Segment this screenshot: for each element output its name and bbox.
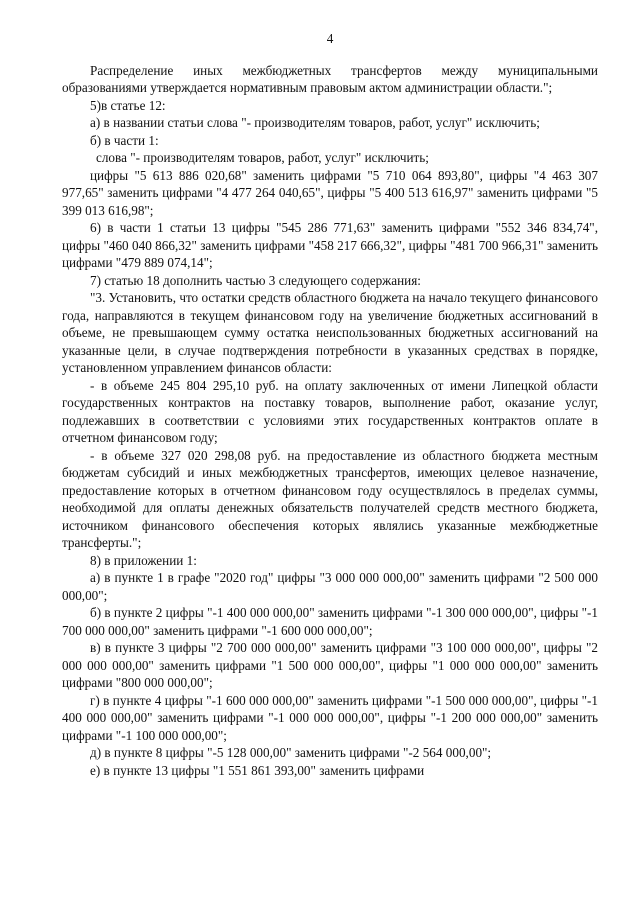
paragraph: в) в пункте 3 цифры "2 700 000 000,00" заменить цифрами "3 100 000 000,00", цифры "2 000 000 000,00" заменить цифрами "1 500 000 000,00", цифры "1 000 000 000,00" заменить цифрами "800 000 000,00"; xyxy=(62,640,598,690)
paragraph: 8) в приложении 1: xyxy=(90,552,197,568)
paragraph: а) в пункте 1 в графе "2020 год" цифры "3 000 000 000,00" заменить цифрами "2 500 000 000,00"; xyxy=(62,570,598,603)
paragraph: б) в части 1: xyxy=(90,132,159,148)
paragraph: Распределение иных межбюджетных трансфертов между муниципальными образованиями утверждается нормативным правовым актом администрации области."; xyxy=(62,62,598,95)
paragraph: "3. Установить, что остатки средств областного бюджета на начало текущего финансового года, направляются в текущем финансовом году на увеличение бюджетных ассигнований в объеме, не превышающем сумму остатка неиспользованных бюджетных ассигнований на указанные цели, в случае подтверждения потребности в указанных средствах в порядке, установленном управлением финансов области: xyxy=(62,290,598,375)
paragraph: д) в пункте 8 цифры "-5 128 000,00" заменить цифрами "-2 564 000,00"; xyxy=(90,745,492,760)
paragraph: - в объеме 327 020 298,08 руб. на предоставление из областного бюджета местным бюджетам субсидий и иных межбюджетных трансфертов, имеющих целевое назначение, предоставление которых в отчетном финансовом году осуществлялось в пределах суммы, необходимой для оплаты денежных обязательств получателей средств местного бюджета, источником финансового обеспечения которых являлись указанные межбюджетные трансферты."; xyxy=(62,447,598,550)
paragraph: слова "- производителям товаров, работ, услуг" исключить; xyxy=(96,150,429,165)
paragraph: а) в названии статьи слова "- производителям товаров, работ, услуг" исключить; xyxy=(90,115,540,130)
paragraph: цифры "5 613 886 020,68" заменить цифрами "5 710 064 893,80", цифры "4 463 307 977,65" заменить цифрами "4 477 264 040,65", цифры "5 400 513 616,97" заменить цифрами "5 399 013 616,98"; xyxy=(62,167,598,218)
paragraph: 5)в статье 12: xyxy=(90,97,166,113)
document-body xyxy=(62,62,598,780)
page-number: 4 xyxy=(326,31,334,46)
paragraph: е) в пункте 13 цифры "1 551 861 393,00" заменить цифрами xyxy=(90,762,425,778)
document-page xyxy=(62,30,598,779)
paragraph: б) в пункте 2 цифры "-1 400 000 000,00" заменить цифрами "-1 300 000 000,00", цифры "-1 700 000 000,00" заменить цифрами "-1 600 000 000,00"; xyxy=(62,605,598,638)
paragraph: 7) статью 18 дополнить частью 3 следующего содержания: xyxy=(90,272,421,288)
paragraph: г) в пункте 4 цифры "-1 600 000 000,00" заменить цифрами "-1 500 000 000,00", цифры "-1 400 000 000,00" заменить цифрами "-1 000 000 000,00", цифры "-1 200 000 000,00" заменить цифрами "-1 100 000 000,00"; xyxy=(62,692,598,743)
paragraph: - в объеме 245 804 295,10 руб. на оплату заключенных от имени Липецкой области государственных контрактов на поставку товаров, выполнение работ, оказание услуг, подлежавших в соответствии с условиями этих государственных контрактов оплате в отчетном финансовом году; xyxy=(62,377,598,445)
paragraph: 6) в части 1 статьи 13 цифры "545 286 771,63" заменить цифрами "552 346 834,74", цифры "460 040 866,32" заменить цифрами "458 217 666,32", цифры "481 700 966,31" заменить цифрами "479 889 074,14"; xyxy=(62,220,598,270)
